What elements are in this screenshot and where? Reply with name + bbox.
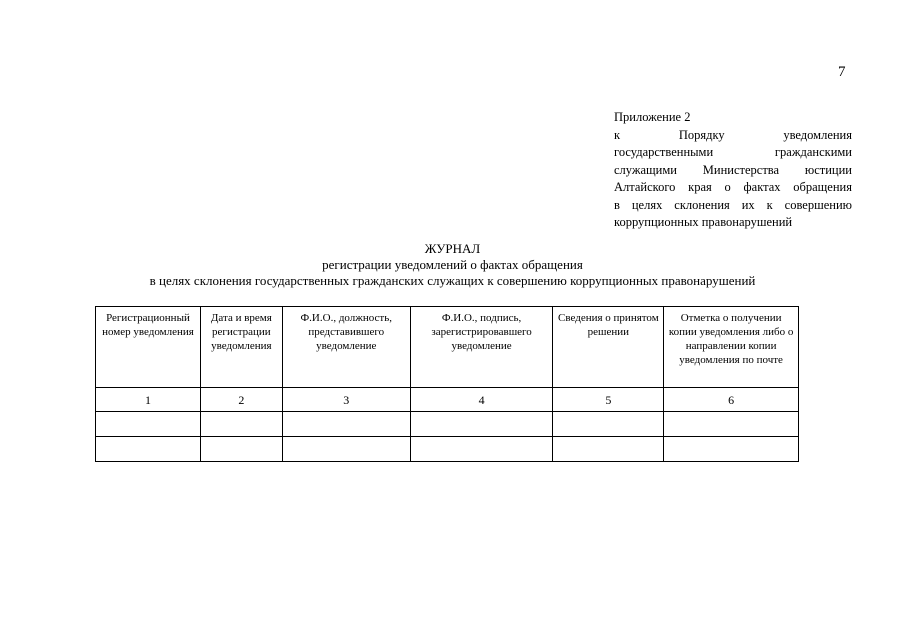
appendix-line: государственными гражданскими: [614, 145, 852, 159]
table-cell: [96, 412, 201, 437]
table-cell: [664, 412, 799, 437]
column-number: 2: [200, 388, 282, 412]
journal-table: [95, 306, 799, 462]
table-cell: [282, 437, 410, 462]
appendix-line: к Порядку уведомления: [614, 127, 852, 142]
table-cell: [200, 437, 282, 462]
header-registrar: Ф.И.О., подпись, зарегистрировавшего уведомление: [410, 307, 553, 388]
column-number: 5: [553, 388, 664, 412]
appendix-block: [614, 109, 852, 232]
appendix-last-line: коррупционных правонарушений: [614, 215, 793, 229]
journal-subtitle-2: в целях склонения государственных гражданских служащих к совершению коррупционных правонарушений: [149, 273, 756, 288]
table-row: [96, 437, 799, 462]
table-cell: [200, 412, 282, 437]
table-row: [96, 412, 799, 437]
appendix-line: в целях склонения их к совершению: [614, 197, 852, 212]
column-number: 1: [96, 388, 201, 412]
page-number: 7: [838, 64, 846, 80]
header-submitter: Ф.И.О., должность, представившего уведомление: [282, 307, 410, 388]
table-cell: [664, 437, 799, 462]
column-number: 4: [410, 388, 553, 412]
appendix-line: Алтайского края о фактах обращения: [614, 180, 852, 194]
table-cell: [282, 412, 410, 437]
header-decision: Сведения о принятом решении: [553, 307, 664, 388]
journal-title: ЖУРНАЛ: [424, 241, 481, 256]
header-receipt-mark: Отметка о получении копии уведомления либо о направлении копии уведомления по почте: [664, 307, 799, 388]
table-cell: [553, 412, 664, 437]
header-registration-number: Регистрационный номер уведомления: [96, 307, 201, 388]
table-cell: [410, 412, 553, 437]
journal-subtitle-1: регистрации уведомлений о фактах обращения: [322, 257, 583, 272]
table-cell: [96, 437, 201, 462]
table-number-row: [96, 388, 799, 412]
journal-heading: [60, 241, 845, 289]
appendix-title: Приложение 2: [614, 110, 691, 124]
column-number: 6: [664, 388, 799, 412]
column-number: 3: [282, 388, 410, 412]
appendix-line: служащими Министерства юстиции: [614, 162, 852, 177]
table-cell: [410, 437, 553, 462]
table-header-row: [96, 307, 799, 388]
table-cell: [553, 437, 664, 462]
header-registration-datetime: Дата и время регистрации уведомления: [200, 307, 282, 388]
